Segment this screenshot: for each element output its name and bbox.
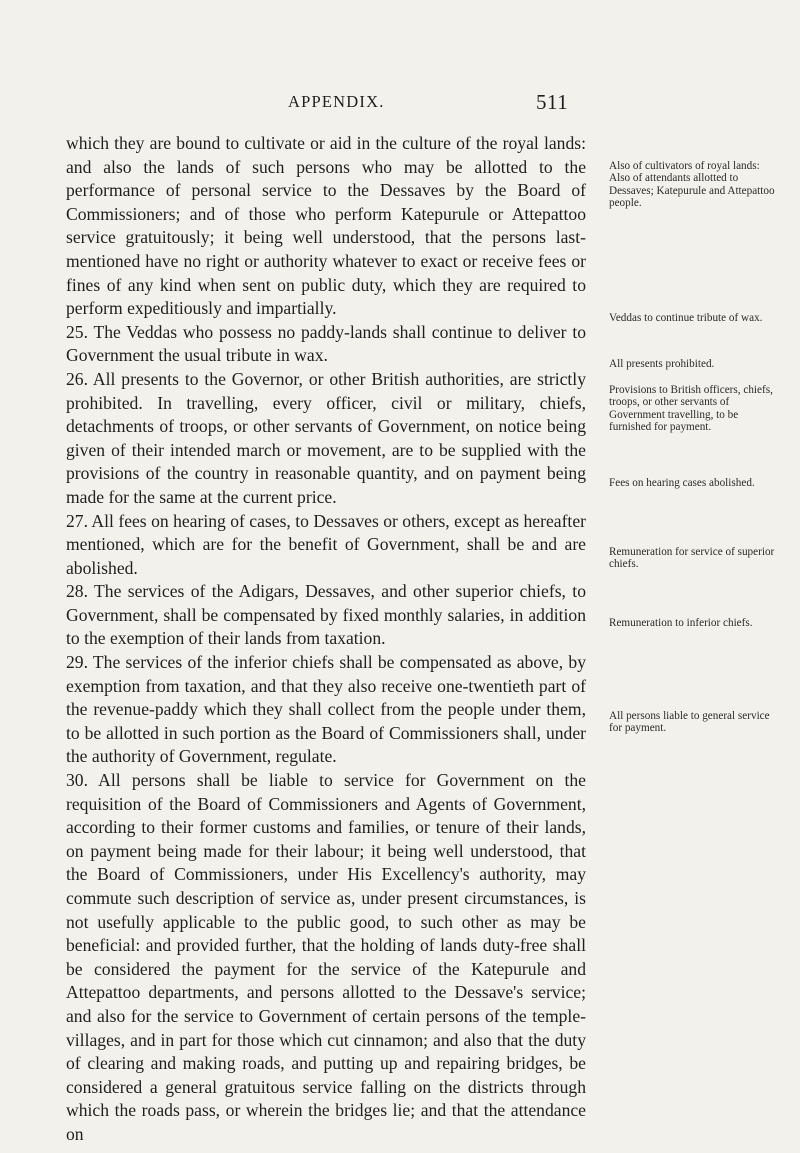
paragraph-30: 30. All persons shall be liable to service for Government on the requisition of the Board of Commissioners and Agents of Government, according to their former customs and families, or tenure of their lands, on payment being made for their labour; it being well understood, that the Board of Commissioners, under His Excellency's authority, may commute such description of service as, under present circumstances, is not usefully applicable to the public good, to such other as may be beneficial: and provided further, that the holding of lands duty-free shall be considered the payment for the service of the Katepurule and Attepattoo departments, and persons allotted to the Dessave's service; and also for the service to Government of certain persons of the temple-villages, and in part for those which cut cinnamon; and also that the duty of clearing and making roads, and putting up and repairing bridges, be considered a general gratuitous service falling on the districts through which the roads pass, or wherein the bridges lie; and that the attendance on [66,770,586,1144]
paragraph-continuation: which they are bound to cultivate or aid in the culture of the royal lands: and also the lands of such persons who may be allotted to the performance of personal service to the Dessaves by the Board of Commissioners; and of those who perform Katepurule or Attepattoo service gratuitously; it being well understood, that the persons last-mentioned have no right or authority whatever to exact or receive fees or fines of any kind when sent on public duty, which they are required to perform expeditiously and impartially. [66,133,586,319]
running-head-title: APPENDIX. [288,92,385,111]
margin-note-fees: Fees on hearing cases abolished. [609,477,755,489]
body-text [66,132,586,1147]
paragraph-27: 27. All fees on hearing of cases, to Dessaves or others, except as hereafter mentioned, which are for the benefit of Government, shall be and are abolished. [66,510,586,578]
margin-note-cultivators: Also of cultivators of royal lands: Also of attendants allotted to Dessaves; Katepurule and Attepattoo people. [609,160,775,210]
paragraph-29: 29. The services of the inferior chiefs shall be compensated as above, by exemption from taxation, and that they also receive one-twentieth part of the revenue-paddy which they shall collect from the people under them, to be allotted in such portion as the Board of Commissioners shall, under the authority of Government, regulate. [66,652,586,767]
paragraph-25: 25. The Veddas who possess no paddy-lands shall continue to deliver to Government the usual tribute in wax. [66,321,586,366]
paragraph-28: 28. The services of the Adigars, Dessaves, and other superior chiefs, to Government, shall be compensated by fixed monthly salaries, in addition to the exemption of their lands from taxation. [66,581,586,649]
running-head [0,92,800,122]
margin-note-veddas: Veddas to continue tribute of wax. [609,312,763,324]
paragraph-26: 26. All presents to the Governor, or other British authorities, are strictly prohibited. In travelling, every officer, civil or military, chiefs, detachments of troops, or other servants of Government, on notice being given of their intended march or movement, are to be supplied with the provisions of the country in reasonable quantity, and on payment being made for the same at the current price. [66,368,586,507]
page-number: 511 [536,90,569,114]
margin-note-provisions: Provisions to British officers, chiefs, troops, or other servants of Government travelling, to be furnished for payment. [609,384,773,434]
margin-note-inferior-chiefs: Remuneration to inferior chiefs. [609,617,753,629]
margin-note-presents: All presents prohibited. [609,358,715,370]
margin-note-superior-chiefs: Remuneration for service of superior chiefs. [609,546,775,571]
margin-note-general-service: All persons liable to general service for payment. [609,710,770,735]
